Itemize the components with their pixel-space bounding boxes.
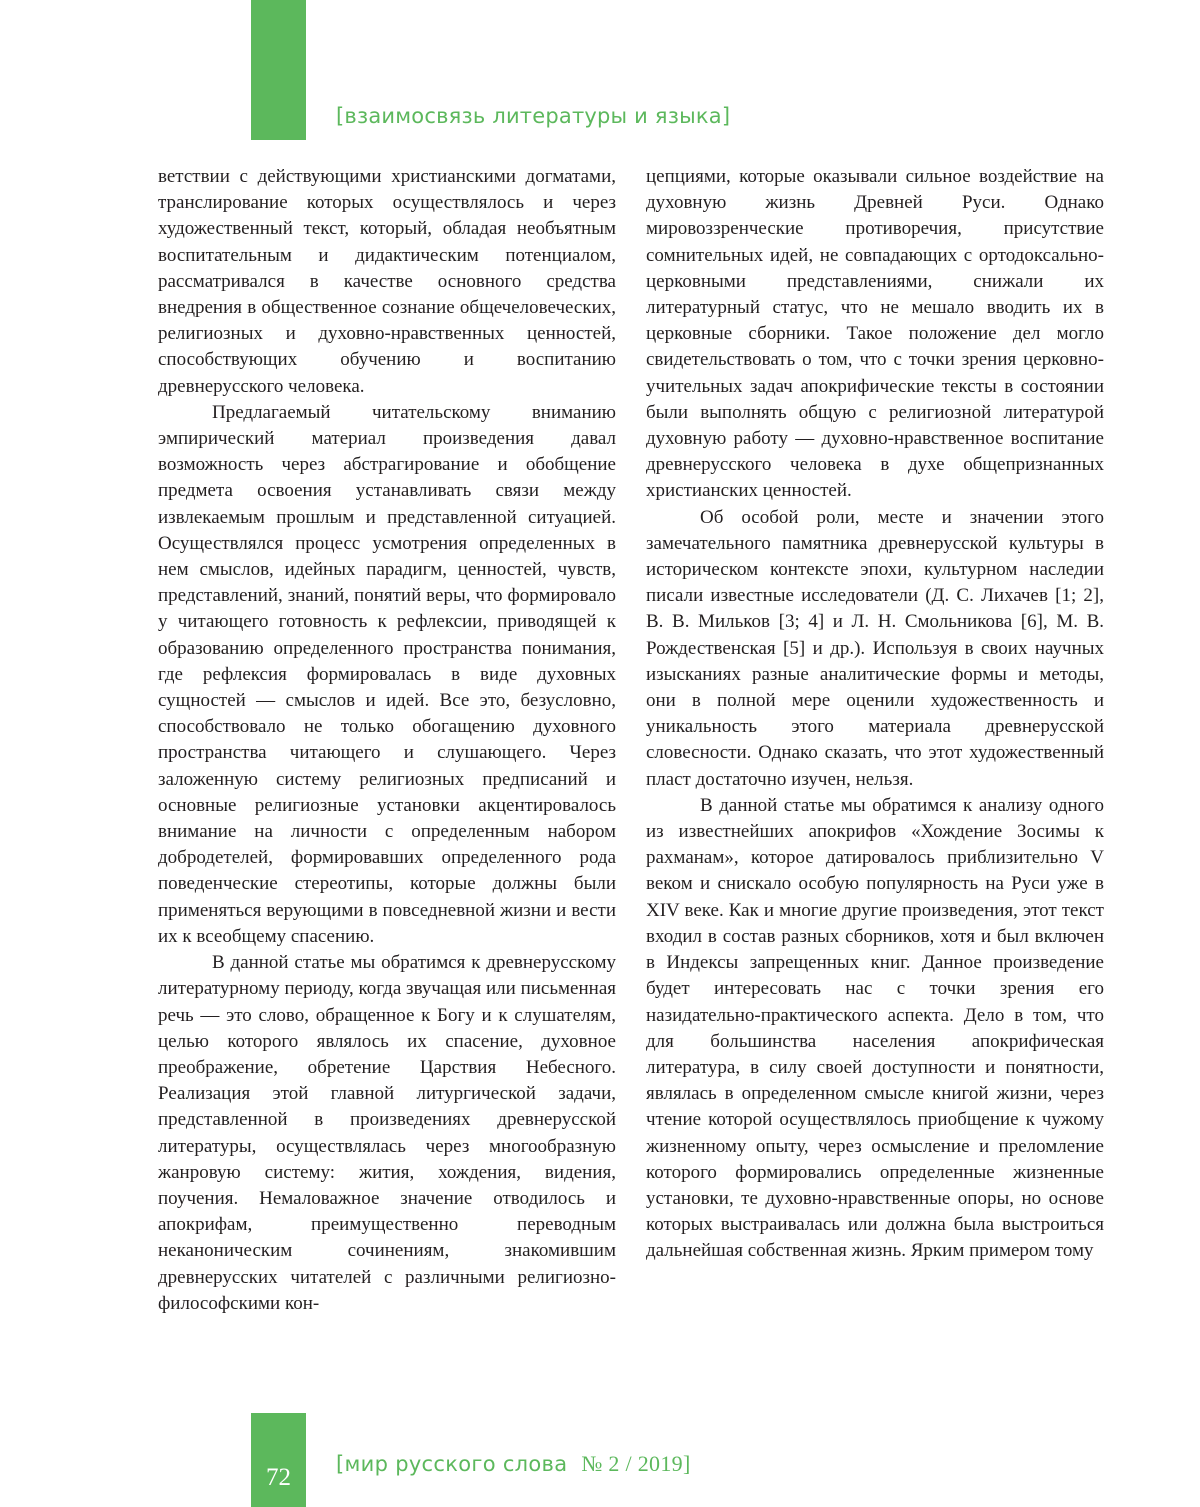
journal-title: [мир русского слова	[336, 1452, 568, 1476]
left-text-column	[158, 164, 616, 1317]
paragraph: ветствии с действующими христианскими догматами, транслирование которых осуществлялось и через художественный текст, который, обладая необъятным воспитательным и дидактическим потенциалом, рассматривался в качестве основного средства внедрения в общественное сознание общечеловеческих, религиозных и духовно-нравственных ценностей, способствующих обучению и воспитанию древнерусского человека.	[158, 166, 616, 397]
bottom-accent-bar	[251, 1413, 306, 1507]
running-head: [взаимосвязь литературы и языка]	[336, 104, 731, 128]
issue-number: № 2 / 2019]	[581, 1451, 691, 1476]
paragraph: цепциями, которые оказывали сильное воздействие на духовную жизнь Древней Руси. Однако мировоззренческие противоречия, присутствие сомнительных идей, не совпадающих с ортодоксально-церковными представлениями, снижали их литературный статус, что не мешало вводить их в церковные сборники. Такое положение дел могло свидетельствовать о том, что с точки зрения церковно-учительных задач апокрифические тексты в состоянии были выполнять общую с религиозной литературой духовную работу — духовно-нравственное воспитание древнерусского человека в духе общепризнанных христианских ценностей.	[646, 166, 1104, 502]
journal-footer	[336, 1451, 691, 1477]
paragraph: Предлагаемый читательскому вниманию эмпирический материал произведения давал возможность через абстрагирование и обобщение предмета освоения устанавливать связи между извлекаемым прошлым и представленной ситуацией. Осуществлялся процесс усмотрения определенных в нем смыслов, идейных парадигм, ценностей, чувств, представлений, знаний, понятий веры, что формировало у читающего готовность к рефлексии, приводящей к образованию определенного пространства понимания, где рефлексия формировалась в виде духовных сущностей — смыслов и идей. Все это, безусловно, способствовало не только обогащению духовного пространства читающего и слушающего. Через заложенную систему религиозных предписаний и основные религиозные установки акцентировалось внимание на личности с определенным набором добродетелей, формировавших определенного рода поведенческие стереотипы, которые должны были применяться верующими в повседневной жизни и вести их к всеобщему спасению.	[158, 401, 616, 947]
paragraph: В данной статье мы обратимся к анализу одного из известнейших апокрифов «Хождение Зосимы к рахманам», которое датировалось приблизительно V веком и снискало особую популярность на Руси уже в XIV веке. Как и многие другие произведения, этот текст входил в состав разных сборников, хотя и был включен в Индексы запрещенных книг. Данное произведение будет интересовать нас с точки зрения его назидательно-практического аспекта. Дело в том, что для большинства населения апокрифическая литература, в силу своей доступности и понятности, являлась в определенном смысле книгой жизни, через чтение которой осуществлялось приобщение к чужому жизненному опыту, через осмысление и преломление которого формировались определенные жизненные установки, те духовно-нравственные опоры, но основе которых выстраивалась или должна была выстроиться дальнейшая собственная жизнь. Ярким примером тому	[646, 794, 1104, 1262]
right-text-column	[646, 164, 1104, 1265]
top-accent-bar	[251, 0, 306, 140]
paragraph: Об особой роли, месте и значении этого замечательного памятника древнерусской культуры в историческом контексте эпохи, культурном наследии писали известные исследователи (Д. С. Лихачев [1; 2], В. В. Мильков [3; 4] и Л. Н. Смольникова [6], М. В. Рождественская [5] и др.). Используя в своих научных изысканиях разные аналитические формы и методы, они в полной мере оценили художественность и уникальность этого материала древнерусской словесности. Однако сказать, что этот художественный пласт достаточно изучен, нельзя.	[646, 506, 1104, 790]
page-number: 72	[266, 1464, 291, 1491]
paragraph: В данной статье мы обратимся к древнерусскому литературному периоду, когда звучащая или письменная речь — это слово, обращенное к Богу и к слушателям, целью которого являлось их спасение, духовное преображение, обретение Царствия Небесного. Реализация этой главной литургической задачи, представленной в произведениях древнерусской литературы, осуществлялась через многообразную жанровую систему: жития, хождения, видения, поучения. Немаловажное значение отводилось и апокрифам, преимущественно переводным неканоническим сочинениям, знакомившим древнерусских читателей с различными религиозно-философскими кон-	[158, 952, 616, 1314]
